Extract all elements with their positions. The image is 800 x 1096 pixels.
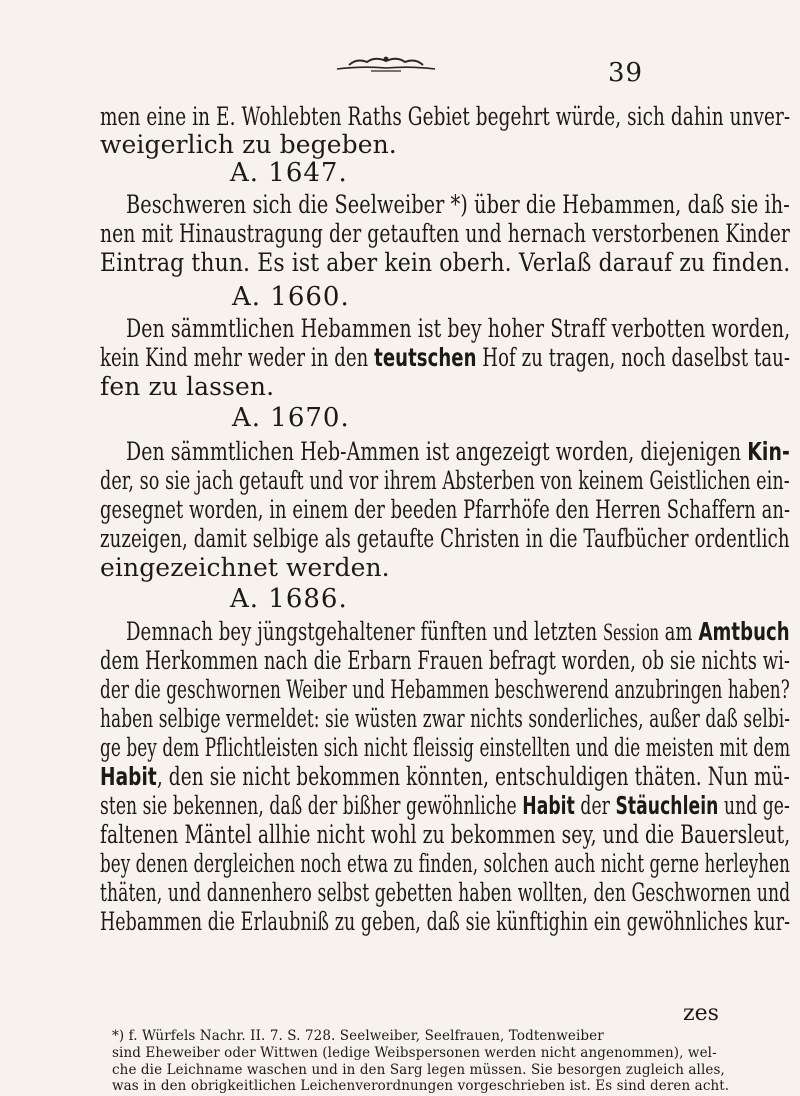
- text-line: zuzeigen, damit selbige als getaufte Christen in die Taufbücher ordentlich: [100, 524, 790, 553]
- emphasis-word: Habit: [100, 762, 157, 791]
- emphasis-word: Stäuchlein: [615, 791, 719, 820]
- text-run: und ge-: [718, 791, 790, 820]
- text-line: der, so sie jach getauft und vor ihrem Absterben von keinem Geistlichen ein-: [100, 466, 790, 495]
- text-line: Den sämmtlichen Hebammen ist bey hoher Straff verbotten worden,: [126, 314, 791, 343]
- page-number: 39: [608, 58, 644, 88]
- footnote-line: che die Leichname waschen und in den Sarg legen müssen. Sie besorgen zugleich alles,: [112, 1062, 725, 1078]
- latin-word: Session: [603, 619, 659, 646]
- text-line: eingezeichnet werden.: [100, 553, 390, 582]
- text-run: am: [658, 617, 699, 646]
- footnote-line: was in den obrigkeitlichen Leichenverordnungen vorgeschrieben ist. Es sind deren acht.: [112, 1078, 730, 1094]
- text-run: Hof zu tragen, noch daselbst tau-: [476, 343, 791, 372]
- text-line: fen zu lassen.: [100, 372, 275, 401]
- text-line: men eine in E. Wohlebten Raths Gebiet begehrt würde, sich dahin unver-: [100, 102, 791, 131]
- text-line: weigerlich zu begeben.: [100, 130, 397, 159]
- emphasis-word: teutschen: [374, 343, 477, 372]
- text-line: [126, 617, 790, 648]
- text-run: sten sie bekennen, daß der bißher gewöhnliche: [100, 791, 523, 820]
- text-line: [100, 343, 790, 373]
- text-run: der: [574, 791, 616, 820]
- catchword: zes: [683, 1001, 719, 1026]
- text-line: dem Herkommen nach die Erbarn Frauen befragt worden, ob sie nichts wi-: [100, 646, 791, 675]
- text-line: ge bey dem Pflichtleisten sich nicht fleissig einstellten und die meisten mit dem: [100, 733, 791, 762]
- text-run: Demnach bey jüngstgehaltener fünften und letzten: [126, 617, 604, 646]
- text-line: bey denen dergleichen noch etwa zu finden, solchen auch nicht gerne herleyhen: [100, 849, 790, 878]
- year-heading: A. 1670.: [232, 403, 350, 433]
- text-line: faltenen Mäntel allhie nicht wohl zu bekommen sey, und die Bauersleut,: [100, 820, 791, 849]
- text-line: haben selbige vermeldet: sie wüsten zwar nichts sonderliches, außer daß selbi-: [100, 704, 791, 733]
- text-line: [100, 762, 790, 792]
- text-line: der die geschwornen Weiber und Hebammen beschwerend anzubringen haben?: [100, 675, 790, 704]
- emphasis-word: Habit: [522, 791, 575, 820]
- footnote-line: sind Eheweiber oder Wittwen (ledige Weibspersonen werden nicht angenommen), wel-: [112, 1045, 717, 1061]
- text-run: kein Kind mehr weder in den: [100, 343, 375, 372]
- text-line: Eintrag thun. Es ist aber kein oberh. Verlaß darauf zu finden.: [100, 248, 791, 277]
- text-run: Den sämmtlichen Heb-Ammen ist angezeigt worden, diejenigen: [126, 437, 748, 466]
- footnote-line: *) f. Würfels Nachr. II. 7. S. 728. Seelweiber, Seelfrauen, Todtenweiber: [112, 1028, 604, 1044]
- text-line: Beschweren sich die Seelweiber *) über die Hebammen, daß sie ih-: [126, 190, 790, 219]
- text-line: Hebammen die Erlaubniß zu geben, daß sie künftighin ein gewöhnliches kur-: [100, 907, 791, 936]
- emphasis-word: Amtbuch: [698, 617, 790, 646]
- year-heading: A. 1686.: [230, 584, 348, 614]
- ornament-icon: [331, 52, 441, 74]
- emphasis-word: Kin-: [747, 437, 790, 466]
- text-run: , den sie nicht bekommen könnten, entschuldigen thäten. Nun mü-: [156, 762, 790, 791]
- text-line: [126, 437, 790, 467]
- text-line: [100, 791, 790, 821]
- text-line: nen mit Hinaustragung der getauften und hernach verstorbenen Kinder: [100, 219, 790, 248]
- text-line: gesegnet worden, in einem der beeden Pfarrhöfe den Herren Schaffern an-: [100, 495, 791, 524]
- year-heading: A. 1647.: [230, 158, 348, 188]
- year-heading: A. 1660.: [232, 282, 350, 312]
- text-line: thäten, und dannenhero selbst gebetten haben wollten, den Geschwornen und: [100, 878, 791, 907]
